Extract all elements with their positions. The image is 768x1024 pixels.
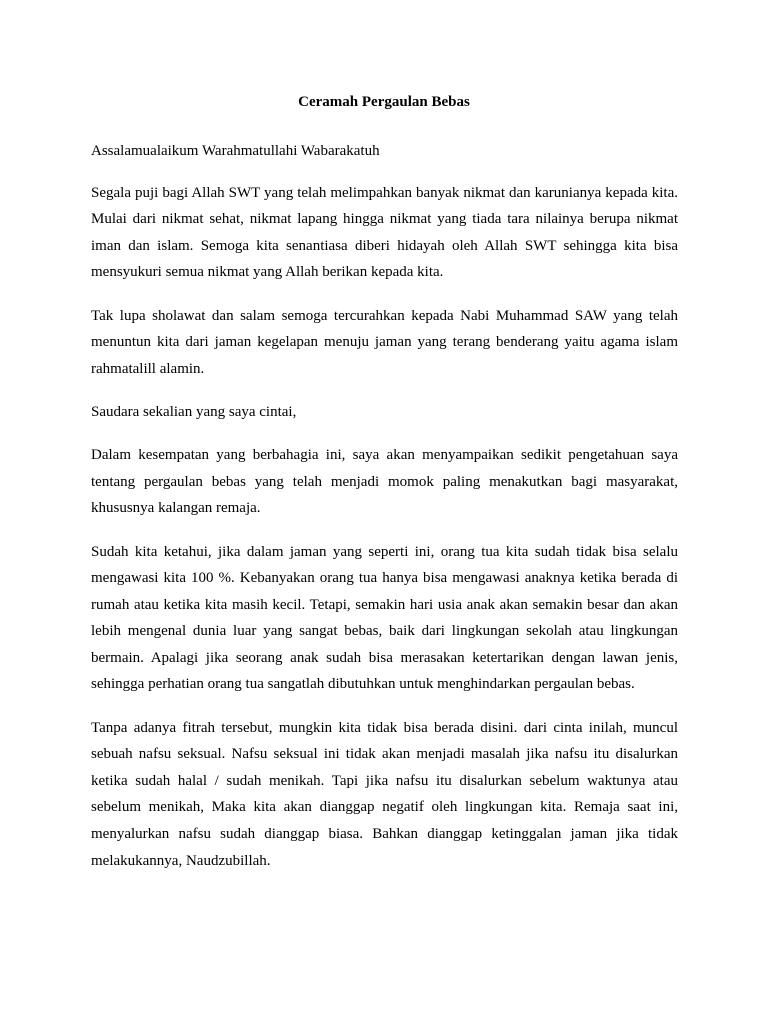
document-body [91, 138, 678, 891]
paragraph-introduction: Dalam kesempatan yang berbahagia ini, saya akan menyampaikan sedikit pengetahuan saya tentang pergaulan bebas yang telah menjadi momok paling menakutkan bagi masyarakat, khususnya kalangan remaja. [91, 447, 678, 517]
paragraph-opening-praise: Segala puji bagi Allah SWT yang telah melimpahkan banyak nikmat dan karunianya kepada kita. Mulai dari nikmat sehat, nikmat lapang hingga nikmat yang tiada tara nilainya berupa nikmat iman dan islam. Semoga kita senantiasa diberi hidayah oleh Allah SWT sehingga kita bisa mensyukuri semua nikmat yang Allah berikan kepada kita. [91, 184, 678, 281]
paragraph-sholawat: Tak lupa sholawat dan salam semoga tercurahkan kepada Nabi Muhammad SAW yang telah menuntun kita dari jaman kegelapan menuju jaman yang terang benderang yaitu agama islam rahmatalill alamin. [91, 307, 678, 377]
document-title: Ceramah Pergaulan Bebas [298, 94, 470, 110]
paragraph-address-audience: Saudara sekalian yang saya cintai, [91, 403, 297, 420]
paragraph-fitrah: Tanpa adanya fitrah tersebut, mungkin kita tidak bisa berada disini. dari cinta inilah, muncul sebuah nafsu seksual. Nafsu seksual ini tidak akan menjadi masalah jika nafsu itu disalurkan ketika sudah halal / sudah menikah. Tapi jika nafsu itu disalurkan sebelum waktunya atau sebelum menikah, Maka kita akan dianggap negatif oleh lingkungan kita. Remaja saat ini, menyalurkan nafsu sudah dianggap biasa. Bahkan dianggap ketinggalan jaman jika tidak melakukannya, Naudzubillah. [91, 719, 678, 869]
paragraph-greeting: Assalamualaikum Warahmatullahi Wabarakatuh [91, 143, 380, 159]
paragraph-parental-supervision: Sudah kita ketahui, jika dalam jaman yang seperti ini, orang tua kita sudah tidak bisa selalu mengawasi kita 100 %. Kebanyakan orang tua hanya bisa mengawasi anaknya ketika berada di rumah atau ketika kita masih kecil. Tetapi, semakin hari usia anak akan semakin besar dan akan lebih mengenal dunia luar yang sangat bebas, baik dari lingkungan sekolah atau lingkungan bermain. Apalagi jika seorang anak sudah bisa merasakan ketertarikan dengan lawan jenis, sehingga perhatian orang tua sangatlah dibutuhkan untuk menghindarkan pergaulan bebas. [91, 543, 678, 693]
